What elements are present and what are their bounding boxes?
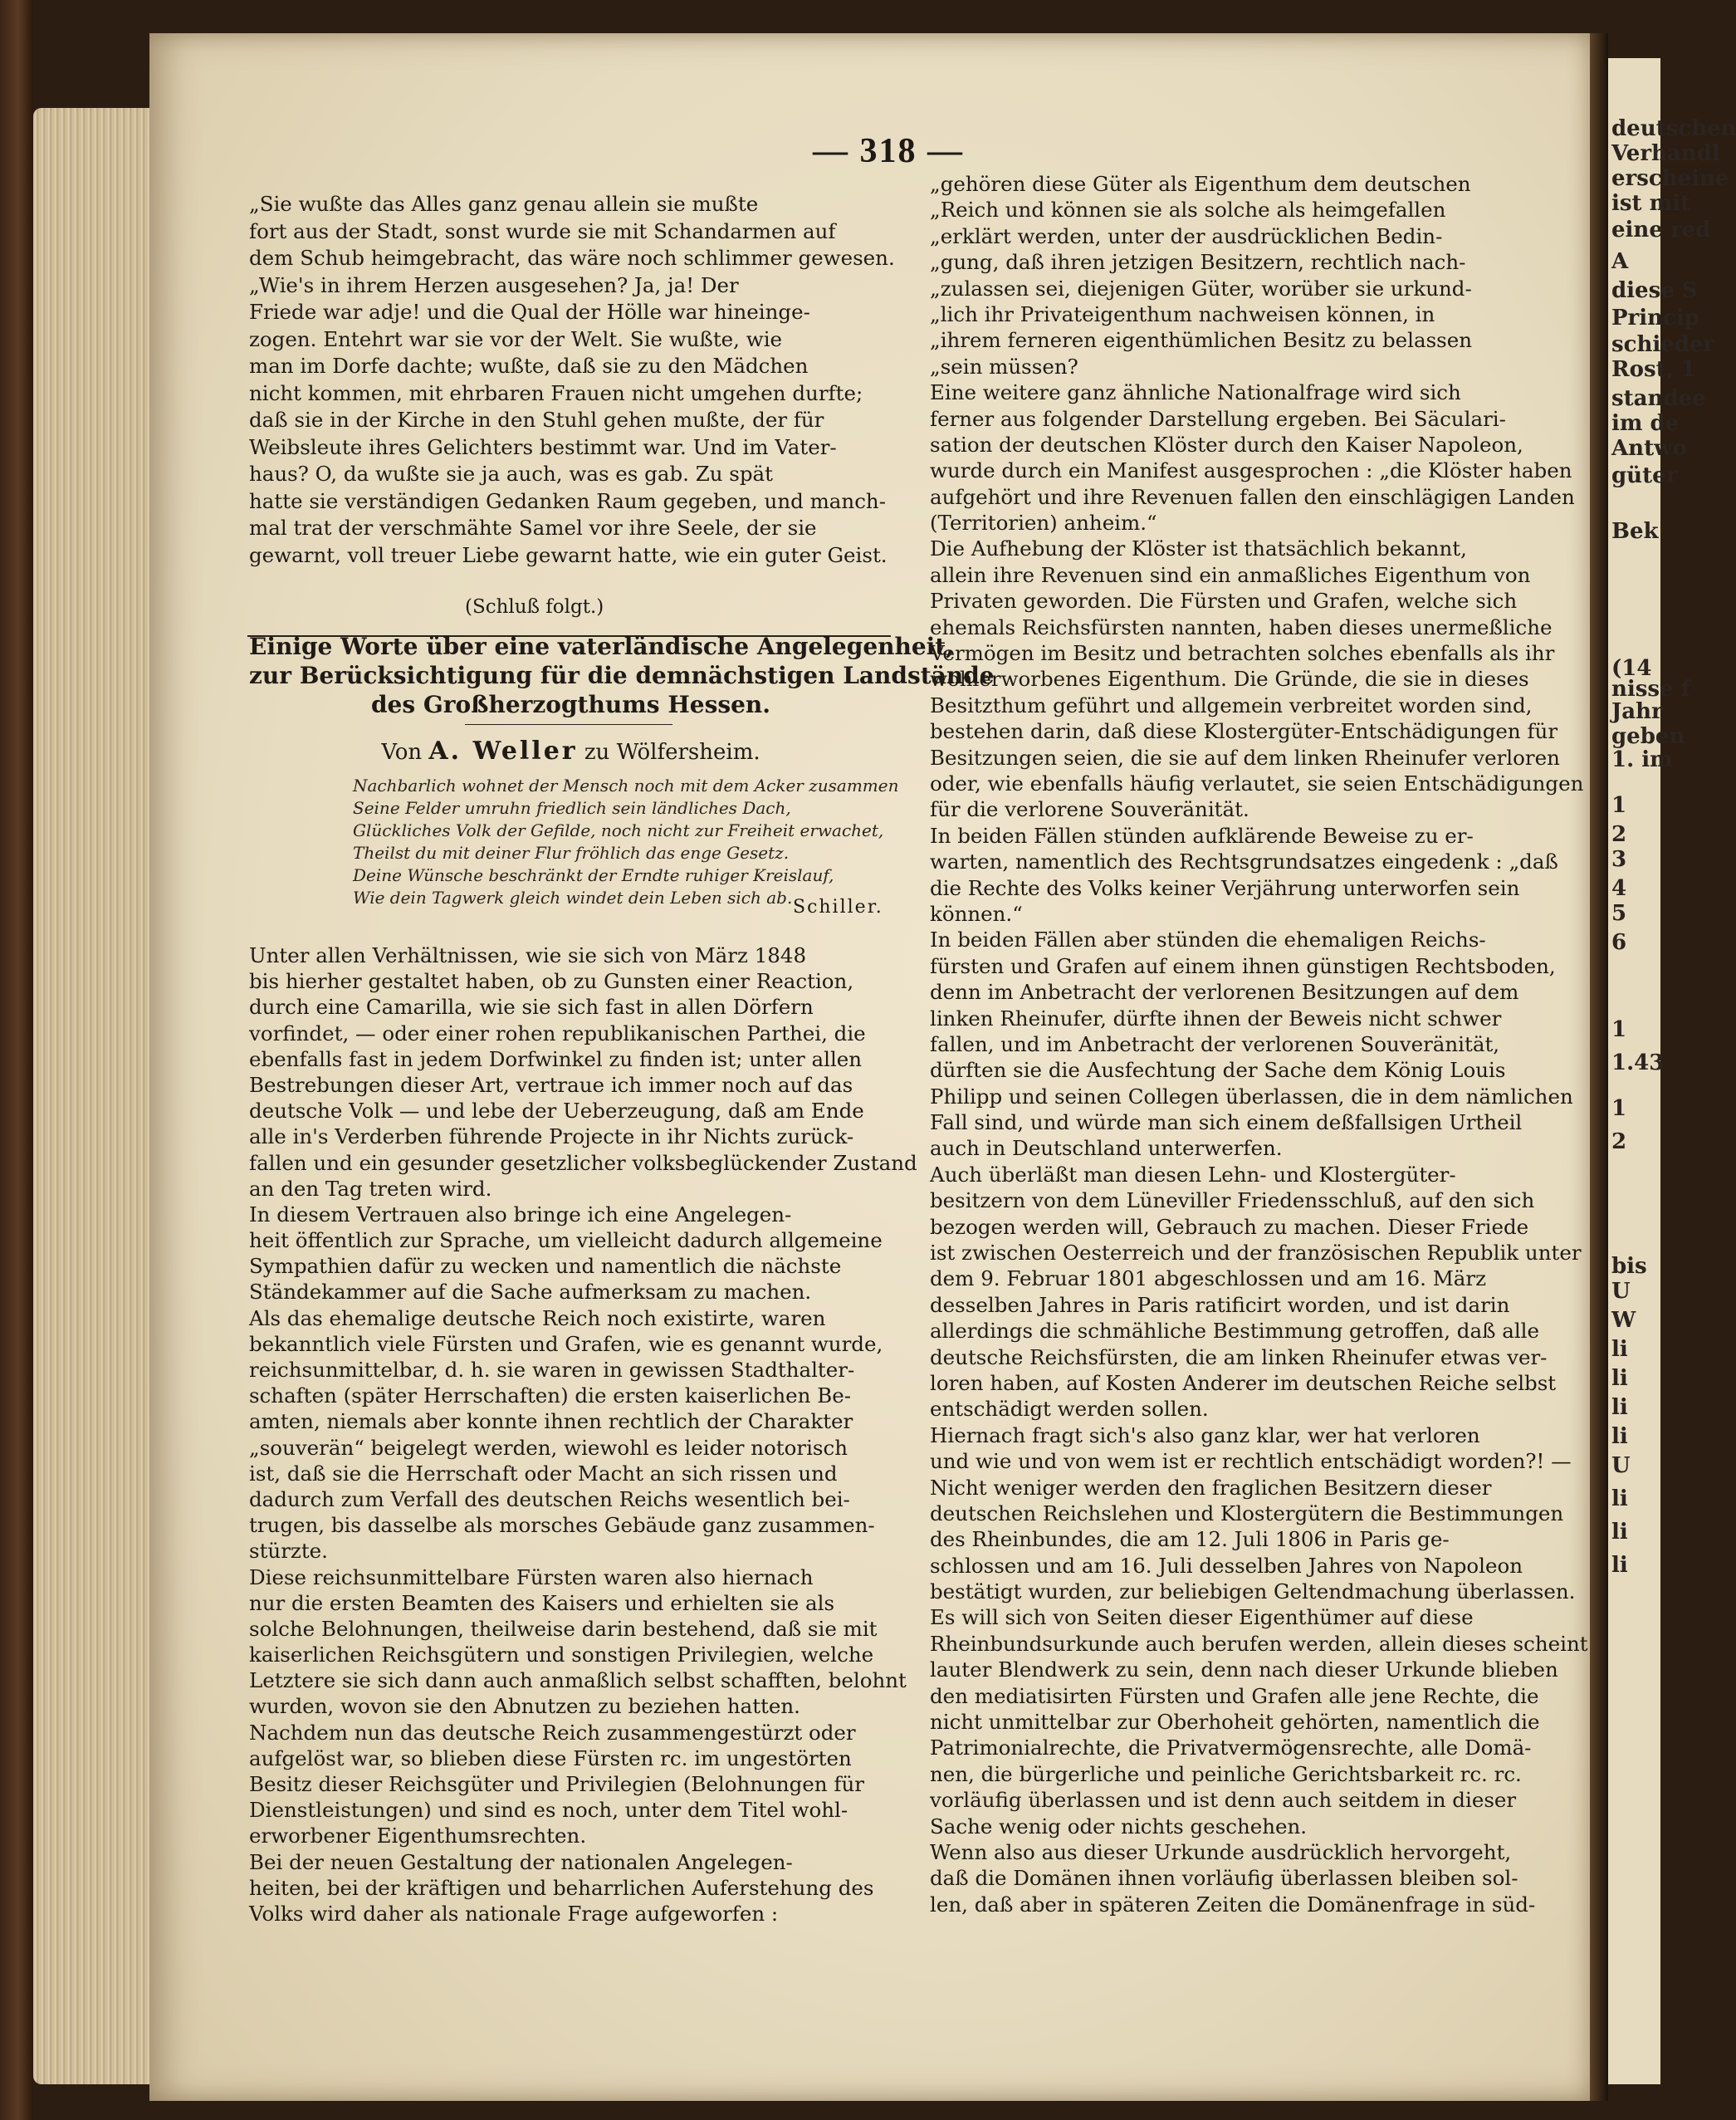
- text-line: „Sie wußte das Alles ganz genau allein sie mußte: [249, 192, 759, 216]
- continued-note: (Schluß folgt.): [465, 596, 604, 618]
- text-line: ist, daß sie die Herrschaft oder Macht an sich rissen und: [249, 1461, 838, 1486]
- text-line: dürften sie die Ausfechtung der Sache dem König Louis: [930, 1058, 1506, 1083]
- text-line: allein ihre Revenuen sind ein anmaßliches Eigenthum von: [930, 562, 1531, 587]
- text-line: entschädigt werden sollen.: [930, 1397, 1209, 1422]
- text-line: Patrimonialrechte, die Privatvermögensrechte, alle Domä-: [930, 1736, 1532, 1760]
- text-line: Besitzungen seien, die sie auf dem linken Rheinufer verloren: [930, 745, 1560, 770]
- adjacent-text-fragment: diese S: [1611, 278, 1698, 303]
- text-line: solche Belohnungen, theilweise darin bestehend, daß sie mit: [249, 1616, 878, 1641]
- text-line: kaiserlichen Reichsgütern und sonstigen Privilegien, welche: [249, 1643, 874, 1667]
- article-title-line-2: zur Berücksichtigung für die demnächstigen Landstände: [249, 662, 995, 689]
- text-line: denn im Anbetracht der verlorenen Besitzungen auf dem: [930, 980, 1519, 1005]
- text-line: linken Rheinufer, dürfte ihnen der Beweis nicht schwer: [930, 1006, 1502, 1031]
- text-line: deutsche Reichsfürsten, die am linken Rheinufer etwas ver-: [930, 1344, 1548, 1369]
- binding-gutter: [1590, 33, 1608, 2101]
- text-line: bis hierher gestaltet haben, ob zu Gunsten einer Reaction,: [249, 969, 854, 994]
- text-line: heit öffentlich zur Sprache, um vielleicht dadurch allgemeine: [249, 1228, 883, 1253]
- text-line: erworbener Eigenthumsrechten.: [249, 1824, 587, 1848]
- text-line: schlossen und am 16. Juli desselben Jahres von Napoleon: [930, 1553, 1523, 1578]
- adjacent-page-fragment: [1608, 58, 1736, 2084]
- text-line: Letztere sie sich dann auch anmaßlich selbst schafften, belohnt: [249, 1668, 907, 1693]
- epigraph-line: Theilst du mit deiner Flur fröhlich das enge Gesetz.: [353, 843, 790, 863]
- text-line: Weibsleute ihres Gelichters bestimmt war. Und im Vater-: [249, 434, 837, 459]
- text-line: nur die ersten Beamten des Kaisers und erhielten sie als: [249, 1590, 835, 1615]
- text-line: In diesem Vertrauen also bringe ich eine Angelegen-: [249, 1202, 792, 1226]
- adjacent-text-fragment: güter: [1611, 463, 1678, 488]
- adjacent-text-fragment: Rost, 1: [1611, 357, 1696, 382]
- text-line: schaften (später Herrschaften) die ersten kaiserlichen Be-: [249, 1383, 852, 1408]
- text-line: Besitz dieser Reichsgüter und Privilegien (Belohnungen für: [249, 1772, 864, 1796]
- text-line: fallen, und im Anbetracht der verlorenen Souveränität,: [930, 1031, 1500, 1056]
- text-line: Hiernach fragt sich's also ganz klar, wer hat verloren: [930, 1422, 1480, 1447]
- text-line: warten, namentlich des Rechtsgrundsatzes eingedenk : „daß: [930, 849, 1558, 874]
- text-line: In beiden Fällen aber stünden die ehemaligen Reichs-: [930, 928, 1486, 952]
- text-line: wurde durch ein Manifest ausgesprochen : „die Klöster haben: [930, 458, 1572, 483]
- adjacent-text-fragment: U: [1611, 1453, 1631, 1478]
- text-line: Dienstleistungen) und sind es noch, unter dem Titel wohl-: [249, 1798, 848, 1823]
- text-line: ist zwischen Oesterreich und der französischen Republik unter: [930, 1241, 1582, 1266]
- text-line: Besitzthum geführt und allgemein verbreitet worden sind,: [930, 693, 1533, 717]
- text-line: „sein müssen?: [930, 354, 1078, 379]
- text-line: Sache wenig oder nichts geschehen.: [930, 1814, 1308, 1838]
- text-line: oder, wie ebenfalls häufig verlautet, sie seien Entschädigungen: [930, 771, 1584, 796]
- adjacent-text-fragment: 2: [1611, 1129, 1627, 1154]
- adjacent-text-fragment: nisse f: [1611, 677, 1690, 702]
- epigraph-author: Schiller.: [793, 897, 883, 918]
- text-line: Auch überläßt man diesen Lehn- und Klostergüter-: [930, 1162, 1456, 1187]
- text-line: auch in Deutschland unterwerfen.: [930, 1136, 1283, 1161]
- text-line: und wie und von wem ist er rechtlich entschädigt worden?! —: [930, 1449, 1572, 1474]
- adjacent-text-fragment: schieder: [1611, 332, 1715, 357]
- text-line: haus? O, da wußte sie ja auch, was es gab. Zu spät: [249, 462, 774, 486]
- article-title-line-1: Einige Worte über eine vaterländische Angelegenheit,: [249, 633, 954, 660]
- text-line: dem Schub heimgebracht, das wäre noch schlimmer gewesen.: [249, 246, 895, 270]
- adjacent-text-fragment: li: [1611, 1337, 1628, 1362]
- text-line: allerdings die schmähliche Bestimmung getroffen, daß alle: [930, 1319, 1540, 1344]
- adjacent-text-fragment: eine red: [1611, 218, 1711, 242]
- text-line: In beiden Fällen stünden aufklärende Beweise zu er-: [930, 823, 1474, 848]
- adjacent-text-fragment: erscheine: [1611, 166, 1729, 191]
- epigraph-line: Wie dein Tagwerk gleich windet dein Leben sich ab.: [353, 888, 793, 908]
- adjacent-text-fragment: 1.43: [1611, 1050, 1665, 1075]
- adjacent-text-fragment: deutschen: [1611, 116, 1736, 141]
- adjacent-text-fragment: bis: [1611, 1254, 1647, 1279]
- text-line: aufgehört und ihre Revenuen fallen den einschlägigen Landen: [930, 484, 1575, 509]
- adjacent-text-fragment: 1: [1611, 1017, 1627, 1042]
- byline-suffix: zu Wölfersheim.: [584, 740, 760, 765]
- adjacent-text-fragment: 6: [1611, 930, 1627, 955]
- text-line: ebenfalls fast in jedem Dorfwinkel zu finden ist; unter allen: [249, 1046, 863, 1071]
- text-line: dadurch zum Verfall des deutschen Reichs wesentlich bei-: [249, 1486, 850, 1511]
- text-line: reichsunmittelbar, d. h. sie waren in gewissen Stadthalter-: [249, 1358, 855, 1382]
- adjacent-text-fragment: 2: [1611, 822, 1627, 847]
- book-spine: [0, 0, 33, 2120]
- text-line: aufgelöst war, so blieben diese Fürsten rc. im ungestörten: [249, 1745, 852, 1770]
- adjacent-text-fragment: standee: [1611, 386, 1706, 411]
- text-line: mal trat der verschmähte Samel vor ihre Seele, der sie: [249, 516, 817, 540]
- text-line: Nachdem nun das deutsche Reich zusammengestürzt oder: [249, 1720, 856, 1745]
- adjacent-text-fragment: Bek: [1611, 519, 1659, 544]
- text-line: bestehen darin, daß diese Klostergüter-Entschädigungen für: [930, 719, 1558, 744]
- text-line: „gung, daß ihren jetzigen Besitzern, rechtlich nach-: [930, 250, 1466, 275]
- text-line: bezogen werden will, Gebrauch zu machen. Dieser Friede: [930, 1214, 1529, 1239]
- adjacent-text-fragment: 1: [1611, 1096, 1627, 1121]
- text-line: Als das ehemalige deutsche Reich noch existirte, waren: [249, 1305, 826, 1330]
- text-line: nen, die bürgerliche und peinliche Gerichtsbarkeit rc. rc.: [930, 1761, 1522, 1786]
- title-underline: [465, 724, 672, 725]
- epigraph-line: Glückliches Volk der Gefilde, noch nicht zur Freiheit erwachet,: [353, 820, 884, 840]
- text-line: zogen. Entehrt war sie vor der Welt. Sie wußte, wie: [249, 326, 783, 351]
- adjacent-text-fragment: Jahr: [1611, 699, 1663, 724]
- text-line: Unter allen Verhältnissen, wie sie sich von März 1848: [249, 943, 807, 967]
- adjacent-text-fragment: li: [1611, 1520, 1628, 1545]
- text-line: ehemals Reichsfürsten nannten, haben dieses unermeßliche: [930, 614, 1553, 639]
- text-line: nicht kommen, mit ehrbaren Frauen nicht umgehen durfte;: [249, 380, 863, 405]
- text-line: Es will sich von Seiten dieser Eigenthümer auf diese: [930, 1605, 1474, 1630]
- text-line: wurden, wovon sie den Abnutzen zu beziehen hatten.: [249, 1694, 800, 1719]
- text-line: „lich ihr Privateigenthum nachweisen können, in: [930, 301, 1435, 326]
- adjacent-text-fragment: im de: [1611, 411, 1680, 436]
- epigraph-line: Deine Wünsche beschränkt der Erndte ruhiger Kreislauf,: [353, 865, 834, 885]
- text-line: (Territorien) anheim.“: [930, 511, 1157, 536]
- text-line: deutsche Volk — und lebe der Ueberzeugung, daß am Ende: [249, 1099, 864, 1124]
- text-line: dem 9. Februar 1801 abgeschlossen und am 16. März: [930, 1266, 1487, 1291]
- text-line: len, daß aber in späteren Zeiten die Domänenfrage in süd-: [930, 1892, 1536, 1917]
- text-line: fürsten und Grafen auf einem ihnen günstigen Rechtsboden,: [930, 953, 1556, 978]
- text-line: deutschen Reichslehen und Klostergütern die Bestimmungen: [930, 1501, 1564, 1525]
- adjacent-text-fragment: li: [1611, 1553, 1628, 1578]
- adjacent-text-fragment: li: [1611, 1424, 1628, 1449]
- article-byline: [249, 737, 892, 766]
- text-line: gewarnt, voll treuer Liebe gewarnt hatte, wie ein guter Geist.: [249, 542, 888, 567]
- text-line: „erklärt werden, unter der ausdrücklichen Bedin-: [930, 223, 1443, 248]
- text-line: fort aus der Stadt, sonst wurde sie mit Schandarmen auf: [249, 218, 836, 243]
- text-line: alle in's Verderben führende Projecte in ihr Nichts zurück-: [249, 1124, 854, 1149]
- text-line: daß die Domänen ihnen vorläufig überlassen bleiben sol-: [930, 1866, 1518, 1891]
- epigraph: [353, 775, 898, 909]
- adjacent-text-fragment: (14: [1611, 656, 1652, 681]
- text-line: vorfindet, — oder einer rohen republikanischen Parthei, die: [249, 1021, 866, 1045]
- text-line: Nicht weniger werden den fraglichen Besitzern dieser: [930, 1475, 1492, 1500]
- epigraph-line: Seine Felder umruhn friedlich sein ländliches Dach,: [353, 798, 791, 818]
- text-line: Friede war adje! und die Qual der Hölle war hineinge-: [249, 300, 810, 324]
- text-line: Wenn also aus dieser Urkunde ausdrücklich hervorgeht,: [930, 1840, 1512, 1864]
- text-line: „Wie's in ihrem Herzen ausgesehen? Ja, ja! Der: [249, 272, 739, 297]
- adjacent-text-fragment: ist mit: [1611, 191, 1690, 216]
- text-line: Ständekammer auf die Sache aufmerksam zu machen.: [249, 1280, 812, 1305]
- text-line: „ihrem ferneren eigenthümlichen Besitz zu belassen: [930, 328, 1473, 353]
- adjacent-text-fragment: Verhandl: [1611, 141, 1720, 166]
- text-line: Philipp und seinen Collegen überlassen, die in dem nämlichen: [930, 1084, 1573, 1109]
- text-line: sation der deutschen Klöster durch den Kaiser Napoleon,: [930, 432, 1523, 457]
- text-line: können.“: [930, 901, 1023, 926]
- text-line: „souverän“ beigelegt werden, wiewohl es leider notorisch: [249, 1435, 848, 1460]
- adjacent-text-fragment: 1. im: [1611, 747, 1673, 772]
- text-line: Bei der neuen Gestaltung der nationalen Angelegen-: [249, 1849, 793, 1874]
- adjacent-text-fragment: li: [1611, 1366, 1628, 1391]
- text-line: „gehören diese Güter als Eigenthum dem deutschen: [930, 172, 1471, 196]
- text-line: Vermögen im Besitz und betrachten solches ebenfalls als ihr: [930, 641, 1555, 666]
- text-line: lauter Blendwerk zu sein, denn nach dieser Urkunde blieben: [930, 1657, 1558, 1682]
- text-line: die Rechte des Volks keiner Verjährung unterworfen sein: [930, 875, 1520, 900]
- adjacent-text-fragment: 5: [1611, 901, 1627, 926]
- text-line: Bestrebungen dieser Art, vertraue ich immer noch auf das: [249, 1072, 853, 1097]
- text-line: des Rheinbundes, die am 12. Juli 1806 in Paris ge-: [930, 1527, 1450, 1552]
- text-line: stürzte.: [249, 1539, 328, 1564]
- adjacent-text-fragment: 1: [1611, 793, 1627, 818]
- text-line: Volks wird daher als nationale Frage aufgeworfen :: [249, 1901, 779, 1926]
- byline-author: A. Weller: [428, 737, 578, 766]
- text-line: Sympathien dafür zu wecken und namentlich die nächste: [249, 1254, 842, 1279]
- epigraph-line: Nachbarlich wohnet der Mensch noch mit dem Acker zusammen: [353, 776, 899, 796]
- adjacent-text-fragment: Princip: [1611, 306, 1699, 330]
- text-line: für die verlorene Souveränität.: [930, 797, 1249, 822]
- text-line: man im Dorfe dachte; wußte, daß sie zu den Mädchen: [249, 354, 809, 378]
- adjacent-text-fragment: li: [1611, 1486, 1628, 1511]
- adjacent-text-fragment: li: [1611, 1395, 1628, 1420]
- adjacent-text-fragment: geben: [1611, 724, 1685, 749]
- adjacent-text-fragment: W: [1611, 1308, 1636, 1333]
- byline-prefix: Von: [381, 740, 423, 765]
- text-line: Diese reichsunmittelbare Fürsten waren also hiernach: [249, 1564, 814, 1589]
- text-line: Die Aufhebung der Klöster ist thatsächlich bekannt,: [930, 536, 1467, 561]
- text-line: den mediatisirten Fürsten und Grafen alle jene Rechte, die: [930, 1683, 1539, 1708]
- text-line: bestätigt wurden, zur beliebigen Geltendmachung überlassen.: [930, 1579, 1576, 1604]
- text-line: loren haben, auf Kosten Anderer im deutschen Reiche selbst: [930, 1370, 1557, 1395]
- text-line: fallen und ein gesunder gesetzlicher volksbeglückender Zustand: [249, 1150, 917, 1175]
- text-line: heiten, bei der kräftigen und beharrlichen Auferstehung des: [249, 1875, 874, 1900]
- text-line: „Reich und können sie als solche als heimgefallen: [930, 198, 1446, 223]
- text-line: Fall sind, und würde man sich einem deßfallsigen Urtheil: [930, 1110, 1523, 1135]
- text-line: daß sie in der Kirche in den Stuhl gehen mußte, der für: [249, 408, 824, 432]
- text-line: an den Tag treten wird.: [249, 1176, 492, 1201]
- page-number: — 318 —: [813, 132, 964, 170]
- article-title-line-3: des Großherzogthums Hessen.: [370, 691, 771, 718]
- text-line: hatte sie verständigen Gedanken Raum gegeben, und manch-: [249, 488, 886, 513]
- adjacent-text-fragment: 4: [1611, 876, 1627, 901]
- text-line: desselben Jahres in Paris ratificirt worden, und ist darin: [930, 1292, 1510, 1317]
- text-line: bekanntlich viele Fürsten und Grafen, wie es genannt wurde,: [249, 1331, 883, 1356]
- article-body-right: [930, 171, 1588, 1917]
- text-line: nicht unmittelbar zur Oberhoheit gehörten, namentlich die: [930, 1710, 1540, 1735]
- text-line: vorläufig überlassen und ist denn auch seitdem in dieser: [930, 1788, 1517, 1813]
- adjacent-text-fragment: Antwo: [1611, 436, 1687, 461]
- text-line: amten, niemals aber konnte ihnen rechtlich der Charakter: [249, 1409, 853, 1434]
- text-line: „zulassen sei, diejenigen Güter, worüber sie urkund-: [930, 276, 1472, 301]
- text-line: wohlerworbenes Eigenthum. Die Gründe, die sie in dieses: [930, 667, 1529, 692]
- text-line: trugen, bis dasselbe als morsches Gebäude ganz zusammen-: [249, 1513, 875, 1538]
- adjacent-text-fragment: 3: [1611, 847, 1627, 872]
- article-body-left: [249, 942, 917, 1927]
- page-edges: [33, 108, 158, 2084]
- text-line: Rheinbundsurkunde auch berufen werden, allein dieses scheint: [930, 1631, 1588, 1656]
- text-line: ferner aus folgender Darstellung ergeben. Bei Säculari-: [930, 406, 1506, 431]
- text-line: Eine weitere ganz ähnliche Nationalfrage wird sich: [930, 380, 1461, 405]
- text-line: Privaten geworden. Die Fürsten und Grafen, welche sich: [930, 589, 1518, 614]
- adjacent-text-fragment: U: [1611, 1279, 1631, 1304]
- text-line: besitzern von dem Lüneviller Friedensschluß, auf den sich: [930, 1188, 1535, 1213]
- story-continuation: [249, 191, 895, 569]
- adjacent-text-fragment: A: [1611, 249, 1629, 274]
- text-line: durch eine Camarilla, wie sie sich fast in allen Dörfern: [249, 995, 814, 1020]
